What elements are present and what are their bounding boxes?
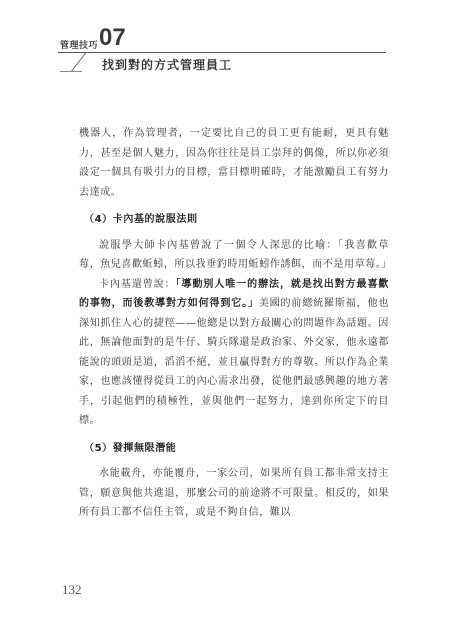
paragraph-carnegie-quote (79, 275, 389, 431)
section-heading-5: （5）發揮無限潛能 (84, 442, 177, 454)
quote-continuation: 美國的前總統羅斯福，他也深知抓住人心的捷徑——他總是以對方最關心的問題作為話題。因此，無論他面對的是牛仔、騎兵隊還是政治家、外交家，他永遠都能說的頭頭是道，滔滔不絕，並且贏得對方的尊敬。所以作為企業家，也應該懂得從員工的內心需求出發，從他們最感興趣的地方著手，引起他們的積極性，並與他們一起努力，達到你所定下的目標。 (79, 298, 389, 426)
quote-intro: 卡內基還曾說： (99, 278, 176, 290)
page-number: 132 (62, 582, 82, 597)
header-underline (60, 71, 82, 72)
quote-bold: 「導動別人唯一的辦法，就是找出對方最喜歡的事物，而後教導對方如何得到它。」 (79, 278, 390, 309)
paragraph-potential: 水能載舟，亦能覆舟，一家公司，如果所有員工都非常支持主管，願意與他共進退，那麼公司的前途將不可限量。相反的，如果所有員工都不信任主管，或是不夠自信，難以 (79, 468, 389, 518)
header-rule (58, 52, 386, 53)
paragraph-carnegie-analogy: 說服學大師卡內基曾說了一個令人深思的比喻：「我喜歡草莓，魚兒喜歡蚯蚓，所以我垂釣時用蚯蚓作誘餌，而不是用草莓。」 (79, 239, 392, 270)
chapter-number: 07 (99, 24, 126, 51)
paragraph-intro: 機器人，作為管理者，一定要比自己的員工更有能耐，更具有魅力，甚至是個人魅力，因為你往往是員工崇拜的偶像，所以你必須設定一個具有吸引力的目標，當目標明確時，才能激勵員工有努力去達成。 (79, 128, 389, 198)
chapter-subtitle: 找到對的方式管理員工 (102, 58, 233, 72)
body-text (79, 124, 392, 523)
section-heading-4: （4）卡內基的說服法則 (84, 214, 198, 225)
chapter-header (0, 0, 450, 90)
header-slash-divider (70, 52, 87, 72)
chapter-label: 管理技巧 (60, 41, 99, 51)
